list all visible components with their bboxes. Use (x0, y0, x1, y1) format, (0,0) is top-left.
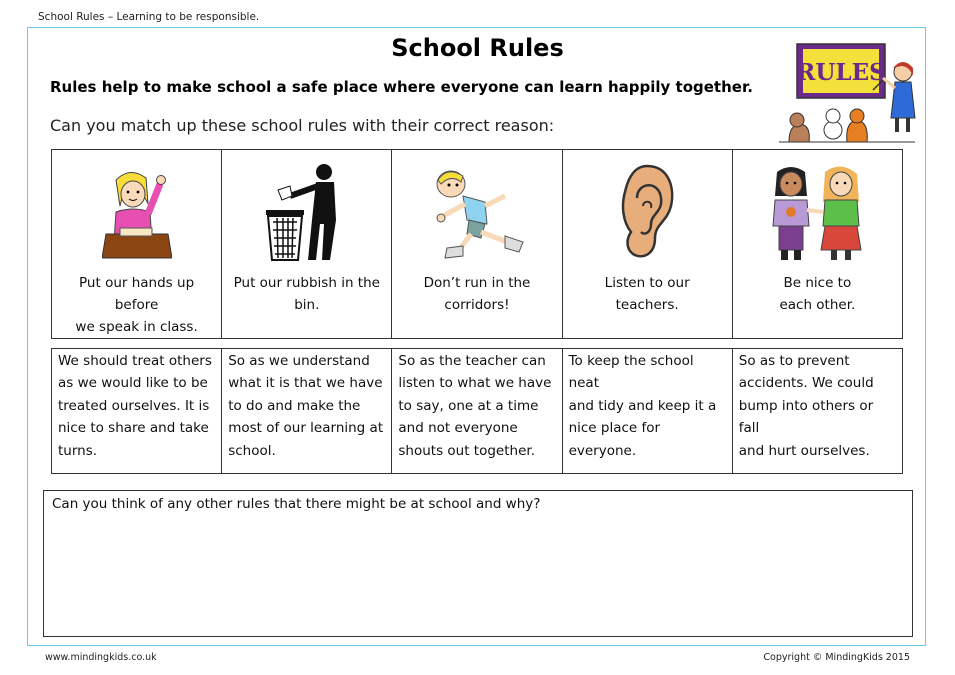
girl-hand-up-icon (102, 162, 172, 262)
reason-cell[interactable] (732, 349, 902, 474)
think-question: Can you think of any other rules that there might be at school and why? (52, 496, 541, 512)
rule-line2: bin. (294, 297, 320, 313)
rule-line1: Put our rubbish in the (233, 275, 380, 291)
running-boy-icon (429, 162, 525, 262)
reason-line: what it is that we have (228, 375, 383, 392)
reason-cell[interactable] (392, 349, 562, 474)
rule-line2: each other. (779, 297, 856, 313)
page-title: School Rules (391, 34, 564, 62)
reason-line: and not everyone (398, 420, 518, 437)
ear-icon (617, 162, 677, 262)
footer-website: www.mindingkids.co.uk (45, 652, 157, 663)
header-note: School Rules – Learning to be responsible. (38, 11, 260, 23)
rules-table (51, 149, 903, 339)
reason-line: nice place for everyone. (568, 420, 661, 459)
rule-cell[interactable] (392, 150, 562, 339)
reason-line: To keep the school neat (568, 353, 694, 392)
rule-line1: Listen to our (604, 275, 690, 291)
reason-line: listen to what we have (398, 375, 552, 392)
rubbish-bin-icon (262, 162, 352, 262)
rule-cell[interactable] (222, 150, 392, 339)
reason-line: and hurt ourselves. (738, 442, 870, 459)
reason-line: to do and make the (228, 397, 361, 414)
reason-line: nice to share and take (58, 420, 209, 437)
reason-cell[interactable] (52, 349, 222, 474)
reason-cell[interactable] (562, 349, 732, 474)
reason-line: turns. (58, 442, 98, 459)
reason-line: to say, one at a time (398, 397, 539, 414)
answer-box[interactable] (43, 490, 913, 637)
rule-line1: Don’t run in the (423, 275, 531, 291)
reason-line: school. (228, 442, 276, 459)
rule-cell[interactable] (52, 150, 222, 339)
rule-line2: teachers. (615, 297, 679, 313)
rule-cell[interactable] (732, 150, 902, 339)
reason-line: We should treat others (58, 353, 212, 369)
rules-logo-icon (775, 38, 920, 148)
reason-line: most of our learning at (228, 420, 384, 437)
match-question: Can you match up these school rules with their correct reason: (50, 116, 555, 135)
rule-line1: Be nice to (783, 275, 852, 291)
reason-line: shouts out together. (398, 442, 535, 459)
reason-line: So as to prevent (738, 353, 850, 369)
reason-line: So as we understand (228, 353, 370, 369)
rule-cell[interactable] (562, 150, 732, 339)
footer-copyright: Copyright © MindingKids 2015 (763, 652, 910, 663)
intro-text: Rules help to make school a safe place where everyone can learn happily together. (50, 78, 753, 96)
reason-line: and tidy and keep it a (568, 397, 717, 414)
reason-cell[interactable] (222, 349, 392, 474)
rule-line1: Put our hands up before (79, 275, 195, 313)
rule-line2: corridors! (444, 297, 510, 313)
reason-line: treated ourselves. It is (58, 397, 210, 414)
reason-line: accidents. We could (738, 375, 874, 392)
reason-line: So as the teacher can (398, 353, 546, 369)
two-girls-icon (765, 162, 869, 262)
reason-line: as we would like to be (58, 375, 208, 392)
reason-line: bump into others or fall (738, 397, 874, 437)
rule-line2: we speak in class. (75, 319, 198, 335)
logo-text: RULES (796, 59, 886, 86)
reasons-table (51, 348, 903, 474)
